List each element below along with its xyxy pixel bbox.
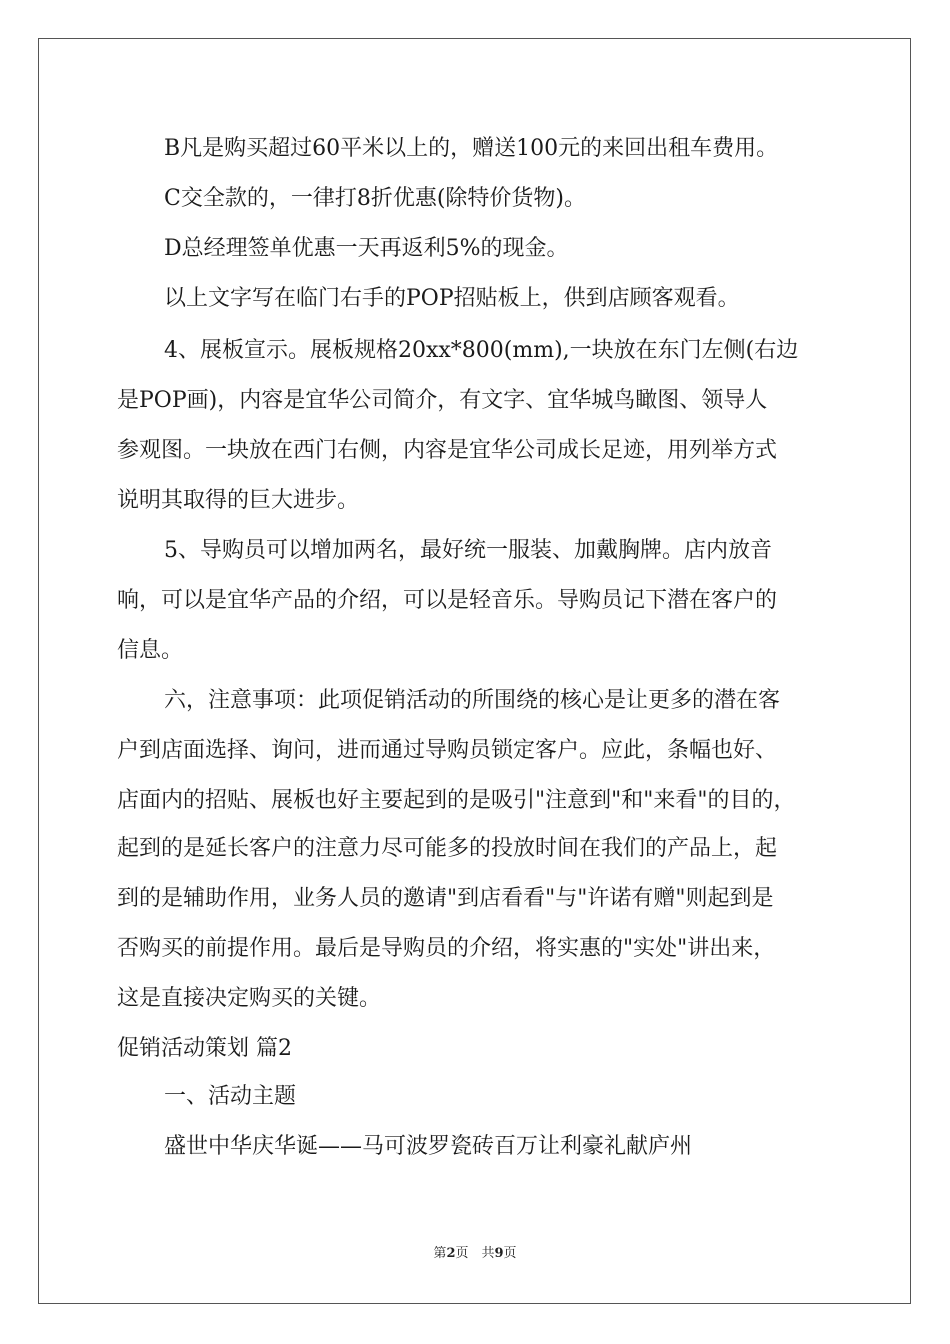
text-line-6-7: 这是直接决定购买的关键。 <box>117 986 382 1011</box>
text-line-5-2: 响，可以是宜华产品的介绍，可以是轻音乐。导购员记下潜在客户的 <box>117 588 778 613</box>
text-line-4-4: 说明其取得的巨大进步。 <box>117 488 360 513</box>
text-line-c: C交全款的，一律打8折优惠(除特价货物)。 <box>164 186 586 211</box>
text-line-4-2: 是POP画)，内容是宜华公司简介，有文字、宜华城鸟瞰图、领导人 <box>117 388 768 413</box>
text-line-pop: 以上文字写在临门右手的POP招贴板上，供到店顾客观看。 <box>164 286 740 311</box>
text-line-4-3: 参观图。一块放在西门右侧，内容是宜华公司成长足迹，用列举方式 <box>117 438 778 463</box>
text-line-5-1: 5、导购员可以增加两名，最好统一服装、加戴胸牌。店内放音 <box>164 538 772 563</box>
page-border <box>38 38 911 1304</box>
text-line-6-5: 到的是辅助作用，业务人员的邀请"到店看看"与"许诺有赠"则起到是 <box>117 886 774 911</box>
footer-mid: 页 共 <box>455 1246 495 1261</box>
section-heading: 促销活动策划 篇2 <box>117 1036 292 1061</box>
text-line-6-6: 否购买的前提作用。最后是导购员的介绍，将实惠的"实处"讲出来， <box>117 936 776 961</box>
subheading-theme: 一、活动主题 <box>164 1084 297 1109</box>
text-line-d: D总经理签单优惠一天再返利5%的现金。 <box>164 236 569 261</box>
text-line-6-1: 六，注意事项：此项促销活动的所围绕的核心是让更多的潜在客 <box>164 688 781 713</box>
page-footer <box>0 1244 950 1264</box>
text-line-b: B凡是购买超过60平米以上的，赠送100元的来回出租车费用。 <box>164 136 779 161</box>
footer-page-number: 2 <box>446 1246 456 1261</box>
text-line-5-3: 信息。 <box>117 638 184 663</box>
text-line-6-2: 户到店面选择、询问，进而通过导购员锁定客户。应此，条幅也好、 <box>117 738 778 763</box>
footer-total-pages: 9 <box>494 1246 504 1261</box>
footer-suffix: 页 <box>503 1246 517 1261</box>
text-line-6-4: 起到的是延长客户的注意力尽可能多的投放时间在我们的产品上，起 <box>117 836 778 861</box>
footer-prefix: 第 <box>433 1246 447 1261</box>
text-line-6-3: 店面内的招贴、展板也好主要起到的是吸引"注意到"和"来看"的目的， <box>117 788 796 813</box>
text-line-4-1: 4、展板宣示。展板规格20xx*800(mm),一块放在东门左侧(右边 <box>164 338 799 363</box>
theme-text: 盛世中华庆华诞——马可波罗瓷砖百万让利豪礼献庐州 <box>164 1134 693 1159</box>
